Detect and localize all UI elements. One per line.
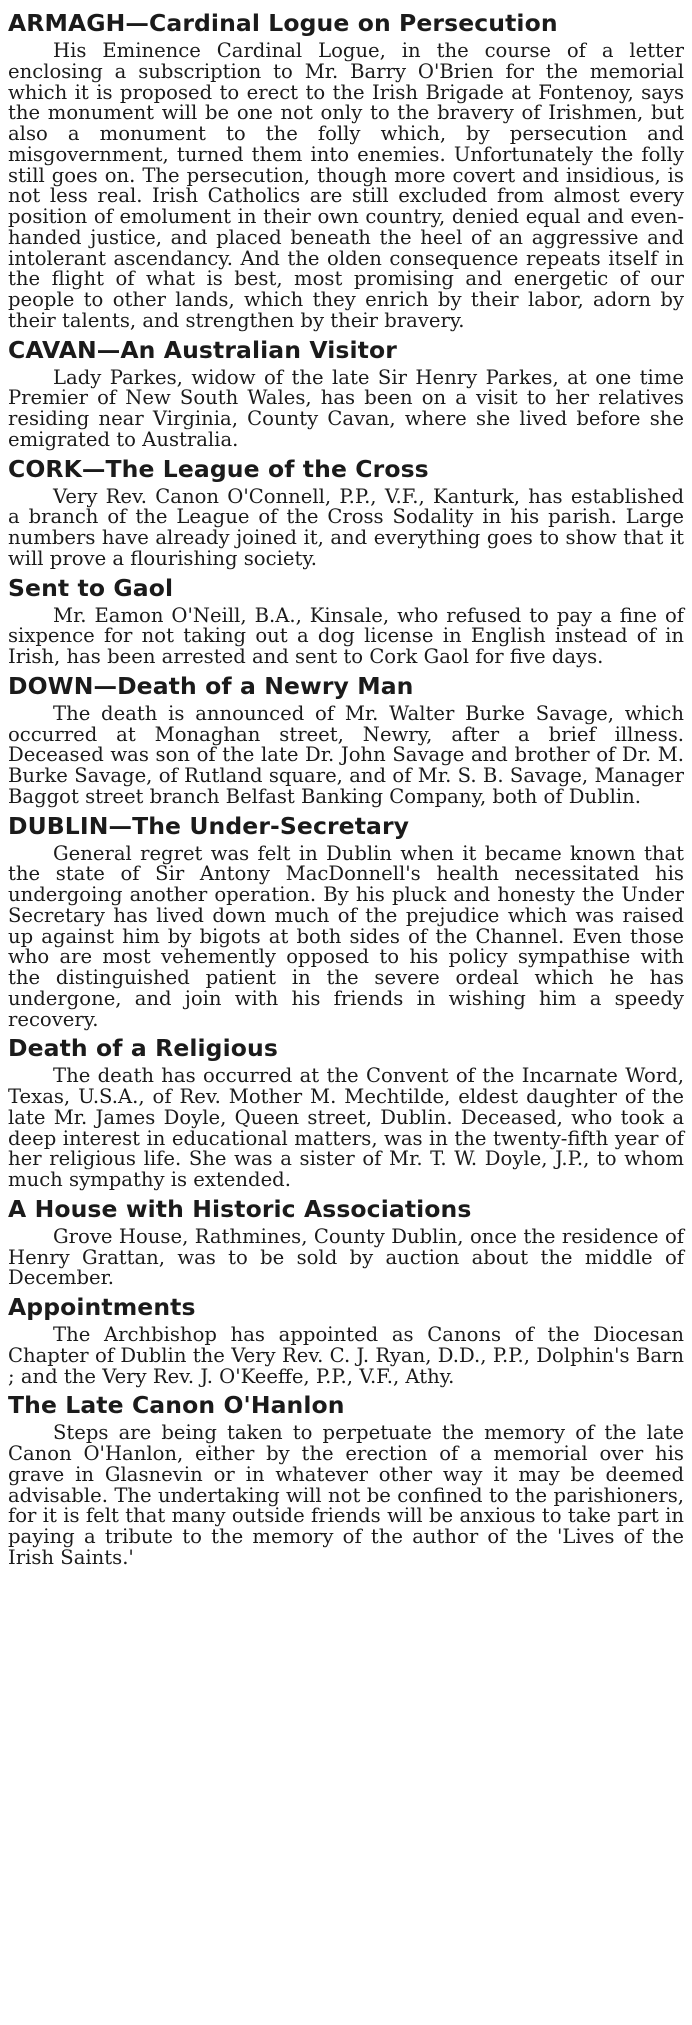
article-appointments [8, 1294, 684, 1387]
article-body: The Archbishop has appointed as Canons of the Diocesan Chapter of Dublin the Very Rev. C. J. Ryan, D.D., P.P., Dolphin's Barn ; and the Very Rev. J. O'Keeffe, P.P., V.F., Athy. [8, 1323, 684, 1388]
article-heading: A House with Historic Associations [8, 1194, 472, 1223]
article-body: Grove House, Rathmines, County Dublin, once the residence of Henry Grattan, was to be sold by auction about the middle of December. [8, 1224, 684, 1290]
article-heading: Death of a Religious [8, 1034, 278, 1063]
article-body: The death has occurred at the Convent of the Incarnate Word, Texas, U.S.A., of Rev. Mother M. Mechtilde, eldest daughter of the late Mr. James Doyle, Queen street, Dublin. Deceased, who took a deep interest in educational matters, was in the twenty-fifth year of her religious life. She was a sister of Mr. T. W. Doyle, J.P., to whom much sympathy is extended. [8, 1064, 684, 1191]
article-canon-ohanlon [8, 1392, 684, 1568]
article-cavan [8, 337, 684, 451]
article-sent-to-gaol [8, 575, 684, 668]
article-heading: CORK—The League of the Cross [8, 454, 429, 483]
article-body: Mr. Eamon O'Neill, B.A., Kinsale, who refused to pay a fine of sixpence for not taking out a dog license in English instead of in Irish, has been arrested and sent to Cork Gaol for five days. [8, 603, 684, 668]
article-dublin [8, 813, 684, 1031]
article-heading: ARMAGH—Cardinal Logue on Persecution [8, 9, 558, 37]
article-heading: The Late Canon O'Hanlon [8, 1391, 345, 1420]
article-heading: DUBLIN—The Under-Secretary [8, 811, 410, 840]
article-body: The death is announced of Mr. Walter Burke Savage, which occurred at Monaghan street, Newry, after a brief illness. Deceased was son of the late Dr. John Savage and brother of Dr. M. Burke Savage, of Rutland square, and of Mr. S. B. Savage, Manager Baggot street branch Belfast Banking Company, both of Dublin. [8, 701, 684, 808]
article-heading: Sent to Gaol [8, 573, 174, 602]
article-body: General regret was felt in Dublin when it became known that the state of Sir Antony MacDonnell's health necessitated his undergoing another operation. By his pluck and honesty the Under Secretary has lived down much of the prejudice which was raised up against him by bigots at both sides of the Channel. Even those who are most vehemently opposed to his policy sympathise with the distinguished patient in the severe ordeal which he has undergone, and join with his friends in wishing him a speedy recovery. [8, 841, 684, 1031]
article-body: Lady Parkes, widow of the late Sir Henry Parkes, at one time Premier of New South Wales, has been on a visit to her relatives residing near Virginia, County Cavan, where she lived before she emigrated to Australia. [8, 365, 684, 451]
article-death-of-a-religious [8, 1035, 684, 1191]
article-historic-house [8, 1196, 684, 1289]
article-body: Very Rev. Canon O'Connell, P.P., V.F., Kanturk, has established a branch of the League of the Cross Sodality in his parish. Large numbers have already joined it, and everything goes to show that it will prove a flourishing society. [8, 484, 684, 570]
article-armagh [8, 10, 684, 332]
article-heading: DOWN—Death of a Newry Man [8, 671, 414, 700]
article-heading: CAVAN—An Australian Visitor [8, 335, 397, 364]
article-down [8, 673, 684, 808]
article-body: Steps are being taken to perpetuate the memory of the late Canon O'Hanlon, either by the erection of a memorial over his grave in Glasnevin or in whatever other way it may be deemed advisable. The undertaking will not be confined to the parishioners, for it is felt that many outside friends will be anxious to take part in paying a tribute to the memory of the author of the 'Lives of the Irish Saints.' [8, 1421, 684, 1569]
article-cork [8, 456, 684, 570]
article-body: His Eminence Cardinal Logue, in the course of a letter enclosing a subscription to Mr. Barry O'Brien for the memorial which it is proposed to erect to the Irish Brigade at Fontenoy, says the monument will be one not only to the bravery of Irishmen, but also a monument to the folly which, by persecution and misgovernment, turned them into enemies. Unfortunately the folly still goes on. The persecution, though more covert and insidious, is not less real. Irish Catholics are still excluded from almost every position of emolument in their own country, denied equal and even-handed justice, and placed beneath the heel of an aggressive and intolerant ascendancy. And the olden consequence repeats itself in the flight of what is best, most promising and energetic of our people to other lands, which they enrich by their labor, adorn by their talents, and strengthen by their bravery. [8, 39, 684, 332]
article-heading: Appointments [8, 1293, 196, 1321]
